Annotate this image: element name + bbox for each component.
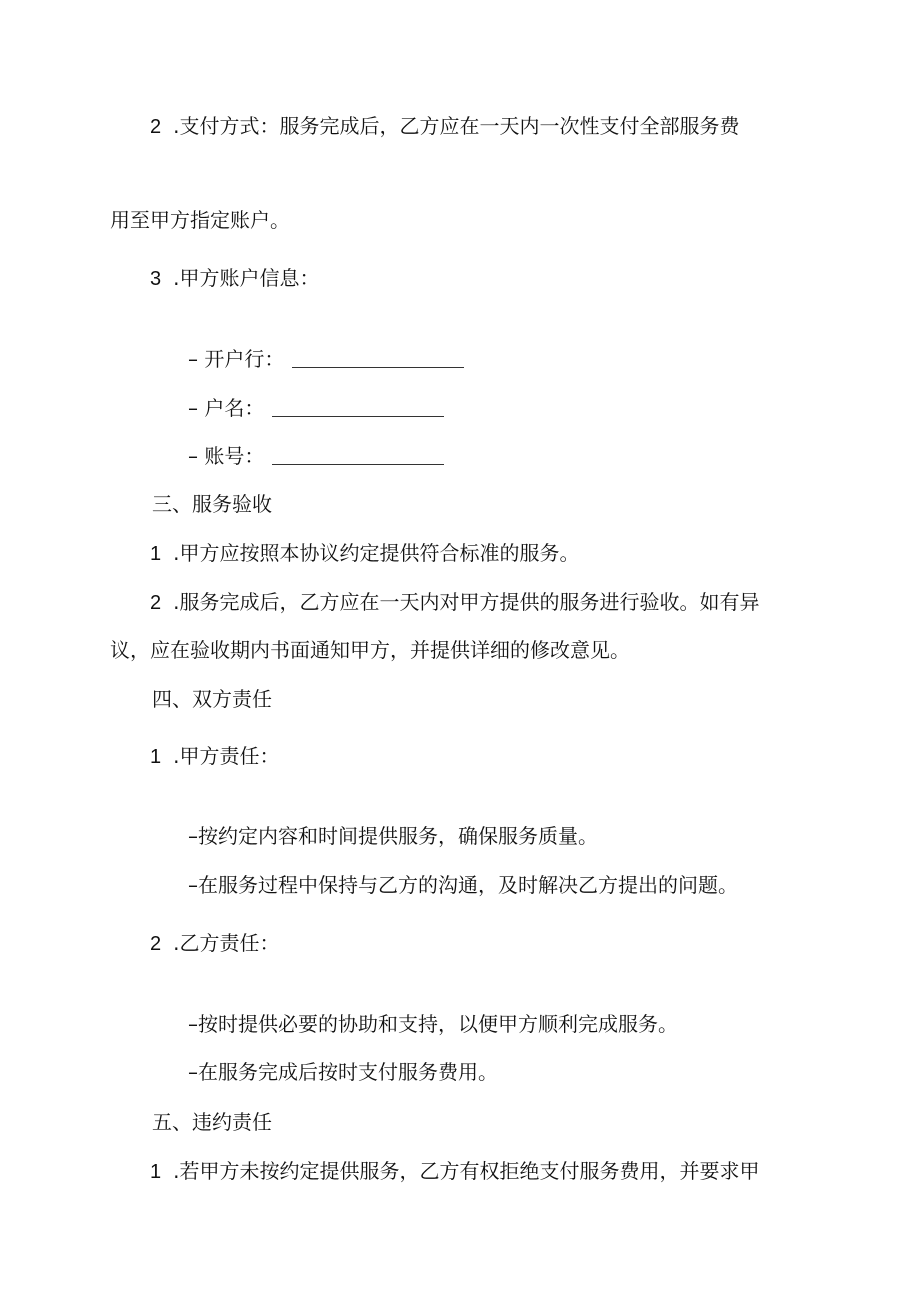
- acceptance-item-2-text: .服务完成后，乙方应在一天内对甲方提供的服务进行验收。如有异: [173, 590, 760, 614]
- acceptance-item-1: [150, 539, 579, 567]
- party-b-item: –按时提供必要的协助和支持，以便甲方顺利完成服务。: [188, 1012, 678, 1036]
- account-number-label: – 账号：: [188, 444, 265, 468]
- acceptance-item-2-continuation: 议，应在验收期内书面通知甲方，并提供详细的修改意见。: [110, 638, 630, 662]
- acceptance-item-2: [150, 588, 759, 616]
- breach-heading: 五、违约责任: [152, 1110, 272, 1134]
- party-a-responsibility-title: [150, 742, 279, 770]
- party-b-item: –在服务完成后按时支付服务费用。: [188, 1060, 498, 1084]
- breach-item-1-text: .若甲方未按约定提供服务，乙方有权拒绝支付服务费用，并要求甲: [173, 1159, 760, 1183]
- acceptance-item-1-number: 1: [150, 543, 162, 565]
- account-number-blank-line[interactable]: [272, 446, 444, 465]
- payment-item-3: [150, 264, 319, 292]
- acceptance-item-2-number: 2: [150, 592, 162, 614]
- bank-label: – 开户行：: [188, 347, 285, 371]
- party-a-item: –按约定内容和时间提供服务，确保服务质量。: [188, 824, 598, 848]
- payment-item-2: [150, 112, 739, 140]
- payment-item-3-number: 3: [150, 268, 162, 290]
- party-b-title-text: .乙方责任：: [173, 931, 280, 955]
- account-name-label: – 户名：: [188, 396, 265, 420]
- payment-item-2-continuation: 用至甲方指定账户。: [110, 208, 290, 232]
- account-number-field: [188, 442, 444, 470]
- party-a-title-text: .甲方责任：: [173, 744, 280, 768]
- breach-item-1: [150, 1157, 759, 1185]
- breach-item-1-number: 1: [150, 1161, 162, 1183]
- acceptance-item-1-text: .甲方应按照本协议约定提供符合标准的服务。: [173, 541, 580, 565]
- acceptance-heading: 三、服务验收: [152, 492, 272, 516]
- bank-field: [188, 345, 464, 373]
- payment-item-2-text: .支付方式：服务完成后，乙方应在一天内一次性支付全部服务费: [173, 114, 740, 138]
- party-b-number: 2: [150, 933, 162, 955]
- bank-blank-line[interactable]: [292, 349, 464, 368]
- account-name-field: [188, 394, 444, 422]
- payment-item-3-text: .甲方账户信息：: [173, 266, 320, 290]
- party-a-number: 1: [150, 746, 162, 768]
- payment-item-2-number: 2: [150, 116, 162, 138]
- responsibilities-heading: 四、双方责任: [152, 687, 272, 711]
- account-name-blank-line[interactable]: [272, 398, 444, 417]
- party-a-item: –在服务过程中保持与乙方的沟通，及时解决乙方提出的问题。: [188, 873, 738, 897]
- party-b-responsibility-title: [150, 929, 279, 957]
